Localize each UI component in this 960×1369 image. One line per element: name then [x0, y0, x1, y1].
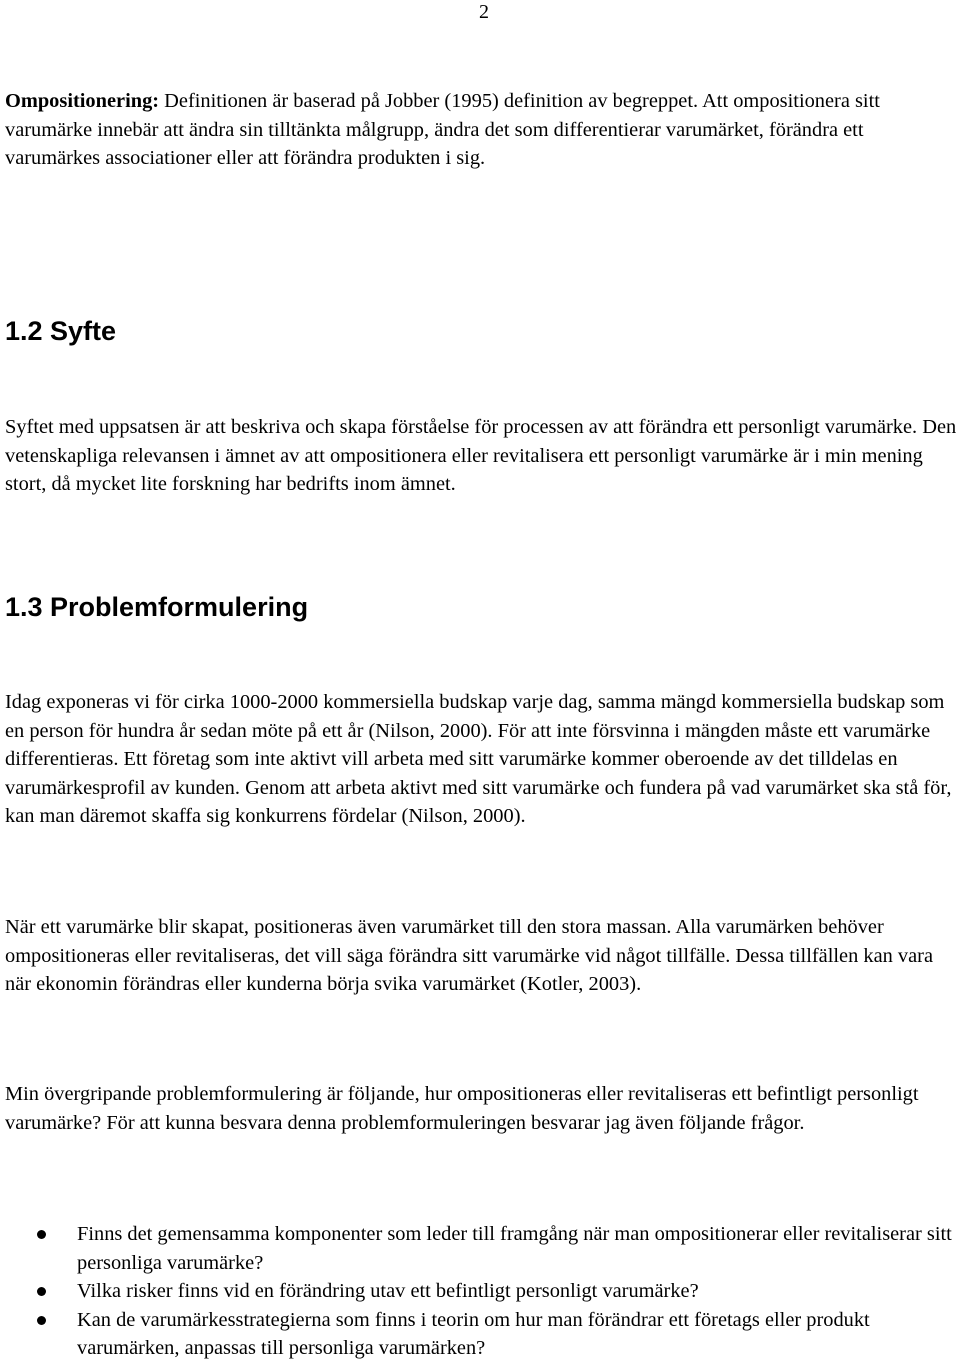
bullet-icon [37, 1230, 46, 1239]
list-item [5, 1277, 960, 1306]
bullet-icon [37, 1316, 46, 1325]
problemformulering-paragraph-3: Min övergripande problemformulering är följande, hur ompositioneras eller revitaliseras ett befintligt personligt varumärke? För att kunna besvara denna problemformuleringen besvarar jag även följande frågor. [5, 1083, 919, 1134]
bullet-icon [37, 1287, 46, 1296]
definition-term: Ompositionering: [5, 90, 160, 112]
problemformulering-paragraph-2: När ett varumärke blir skapat, positioneras även varumärket till den stora massan. Alla varumärken behöver ompositioneras eller revitaliseras, det vill säga förändra sitt varumärke vid något tillfälle. Dessa tillfällen kan vara när ekonomin förändras eller kunderna börja svika varumärket (Kotler, 2003). [5, 916, 934, 996]
list-item [5, 1306, 960, 1363]
section-heading-problemformulering: 1.3 Problemformulering [5, 592, 309, 622]
definition-text: Definitionen är baserad på Jobber (1995) definition av begreppet. Att ompositionera sitt varumärke innebär att ändra sin tilltänkta målgrupp, ändra det som differentierar varumärket, förändra ett varumärkes associationer eller att förändra produkten i sig. [5, 90, 880, 170]
list-item [5, 1220, 960, 1277]
definition-paragraph [5, 87, 957, 173]
section-heading-syfte: 1.2 Syfte [5, 316, 117, 346]
question-list [5, 1220, 960, 1363]
syfte-paragraph: Syftet med uppsatsen är att beskriva och skapa förståelse för processen av att förändra ett personligt varumärke. Den vetenskapliga relevansen i ämnet av att ompositionera eller revitalisera ett personligt varumärke är i min mening stort, då mycket lite forskning har bedrifts inom ämnet. [5, 416, 957, 496]
page-number: 2 [479, 1, 489, 23]
list-item-text: Finns det gemensamma komponenter som leder till framgång när man ompositionerar eller revitaliserar sitt personliga varumärke? [77, 1223, 952, 1274]
list-item-text: Kan de varumärkesstrategierna som finns i teorin om hur man förändrar ett företags eller produkt varumärken, anpassas till personliga varumärken? [77, 1308, 870, 1360]
problemformulering-paragraph-1: Idag exponeras vi för cirka 1000-2000 kommersiella budskap varje dag, samma mängd kommersiella budskap som en person för hundra år sedan möte på ett år (Nilson, 2000). För att inte försvinna i mängden måste ett varumärke differentieras. Ett företag som inte aktivt vill arbeta med sitt varumärke kommer oberoende av det tilldelas en varumärkesprofil av kunden. Genom att arbeta aktivt med sitt varumärke och fundera på vad varumärket ska stå för, kan man däremot skaffa sig konkurrens fördelar (Nilson, 2000). [5, 691, 952, 828]
list-item-text: Vilka risker finns vid en förändring utav ett befintligt personligt varumärke? [77, 1280, 699, 1303]
